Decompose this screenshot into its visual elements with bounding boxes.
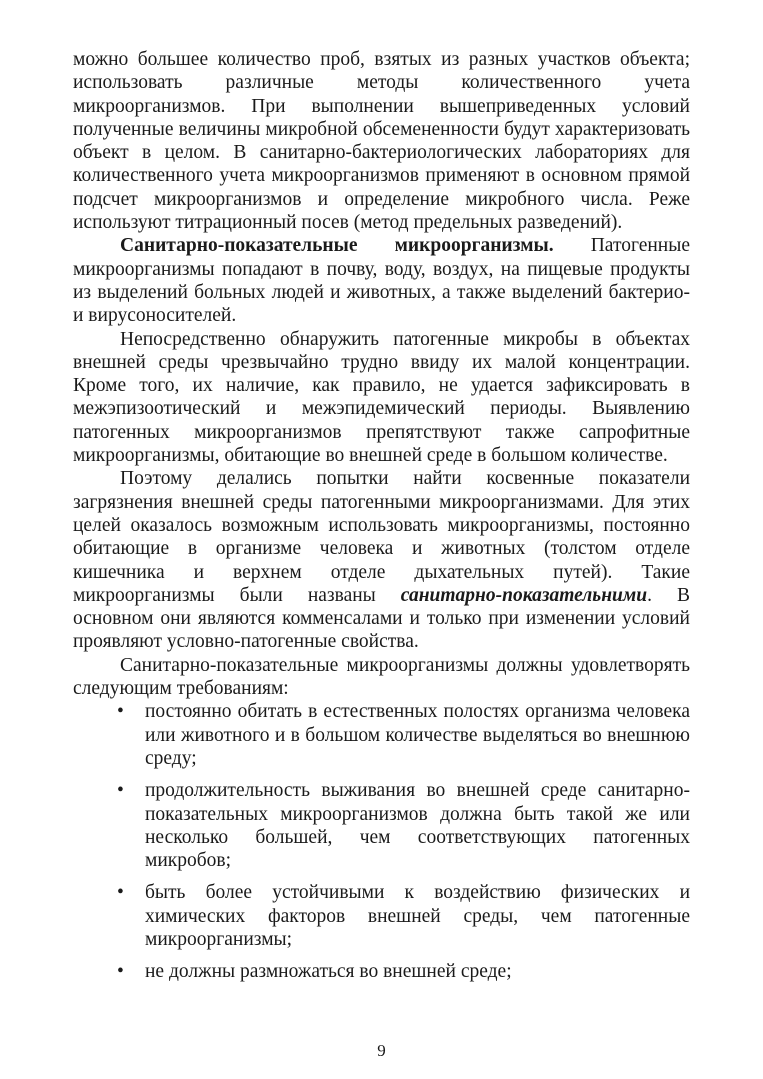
paragraph-indirect-indicators bbox=[73, 467, 690, 653]
list-item-text: быть более устойчивыми к воздействию физических и химических факторов внешней среды, чем патогенные микроорганизмы; bbox=[145, 882, 690, 950]
list-item-text: продолжительность выживания во внешней среде санитарно-показательных микроорганизмов должна быть такой же или несколько большей, чем соответствующих патогенных микробов; bbox=[145, 780, 690, 872]
paragraph-sanitary-indicator bbox=[73, 234, 690, 327]
page-body bbox=[73, 48, 690, 984]
list-item-text: постоянно обитать в естественных полостях организма человека или животного и в большом количестве выделяться во внешнюю среду; bbox=[145, 701, 690, 769]
paragraph-text: Поэтому делались попытки найти косвенные показатели загрязнения внешней среды патогенными микроорганизмами. Для этих целей оказалось возможным использовать микроорганизмы, постоянно обитающие в организме человека и животных (толстом отделе кишечника и верхнем отделе дыхательных путей). Такие микроорганизмы были названы bbox=[73, 468, 690, 606]
bullet-icon: • bbox=[117, 701, 124, 723]
list-item bbox=[73, 960, 690, 983]
list-item bbox=[73, 700, 690, 770]
paragraph-text: Патогенные микроорганизмы попадают в почву, воду, воздух, на пищевые продукты из выделений больных людей и животных, а также выделений бактерио- и вирусоносителей. bbox=[73, 235, 690, 327]
term-emphasis: санитарно-показательними bbox=[400, 584, 648, 606]
page-number: 9 bbox=[377, 1041, 386, 1060]
paragraph-detection: Непосредственно обнаружить патогенные микробы в объектах внешней среды чрезвычайно трудно ввиду их малой концентрации. Кроме того, их наличие, как правило, не удается зафиксировать в межэпизоотический и межэпидемический периоды. Выявлению патогенных микроорганизмов препятствуют также сапрофитные микроорганизмы, обитающие во внешней среде в большом количестве. bbox=[73, 328, 690, 467]
list-item-text: не должны размножаться во внешней среде; bbox=[145, 961, 512, 983]
paragraph-intro: можно большее количество проб, взятых из разных участков объекта; использовать различные методы количественного учета микроорганизмов. При выполнении вышеприведенных условий полученные величины микробной обсемененности будут характеризовать объект в целом. В санитарно-бактериологических лабораториях для количественного учета микроорганизмов применяют в основном прямой подсчет микроорганизмов и определение микробного числа. Реже используют титрационный посев (метод предельных разведений). bbox=[73, 49, 690, 234]
list-item bbox=[73, 881, 690, 951]
bullet-icon: • bbox=[117, 882, 124, 904]
bullet-icon: • bbox=[117, 961, 124, 983]
paragraph-text: . В основном они являются комменсалами и только при изменении условий проявляют условно-патогенные свойства. bbox=[73, 584, 690, 653]
bullet-icon: • bbox=[117, 780, 124, 802]
paragraph-requirements-intro: Санитарно-показательные микроорганизмы должны удовлетворять следующим требованиям: bbox=[73, 654, 690, 700]
section-heading: Санитарно-показательные микроорганизмы. bbox=[120, 235, 554, 257]
requirements-list bbox=[73, 700, 690, 983]
list-item bbox=[73, 779, 690, 872]
